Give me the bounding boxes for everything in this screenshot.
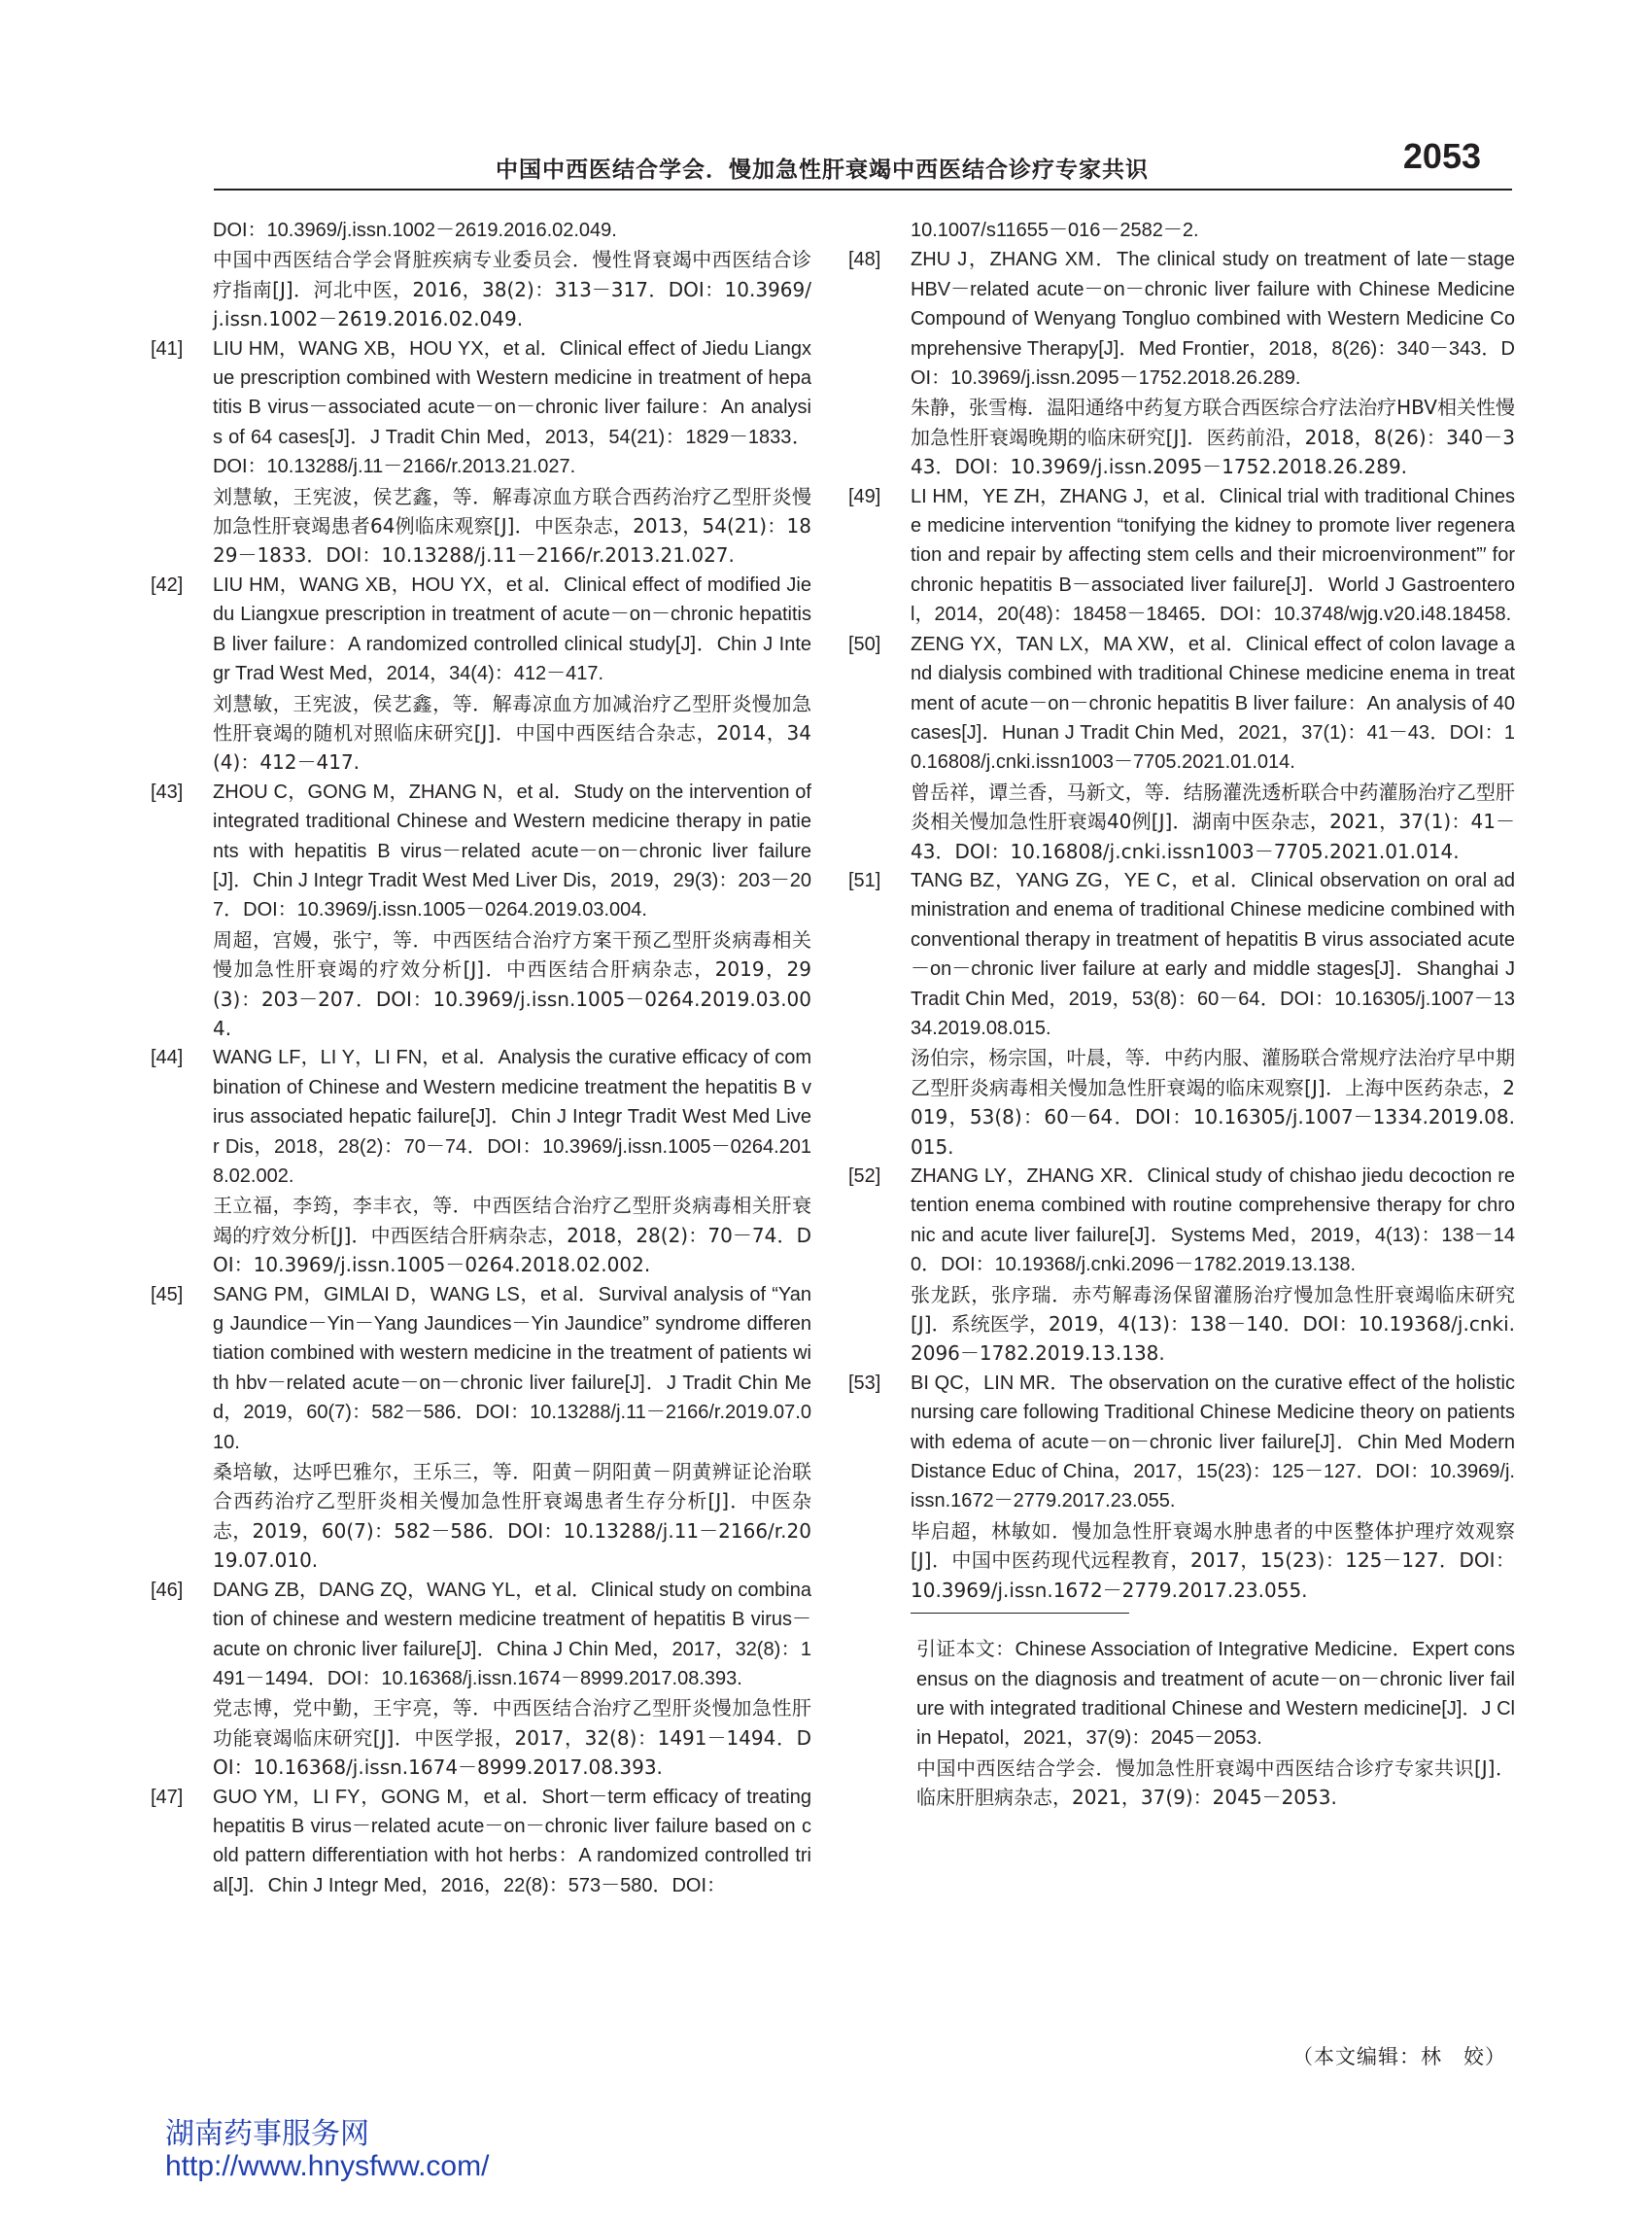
- reference-number: [47]: [151, 1786, 184, 1808]
- right-column: [848, 216, 1515, 1813]
- reference-zh: 王立福，李筠，李丰衣，等．中西医结合治疗乙型肝炎病毒相关肝衰竭的疗效分析[J]．中西医结合肝病杂志，2018，28(2)：70－74．DOI：10.3969/j.issn.1005－0264.2018.02.002.: [213, 1194, 811, 1277]
- reference-41: [151, 334, 811, 571]
- reference-zh: 刘慧敏，王宪波，侯艺鑫，等．解毒凉血方加减治疗乙型肝炎慢加急性肝衰竭的随机对照临床研究[J]．中国中西医结合杂志，2014，34(4)：412－417.: [213, 691, 811, 775]
- reference-en: ZHANG LY，ZHANG XR．Clinical study of chishao jiedu decoction retention enema combined with routine comprehensive therapy for chronic and acute liver failure[J]．Systems Med，2019，4(13)：138－140．DOI：10.19368/j.cnki.2096－1782.2019.13.138.: [911, 1165, 1515, 1276]
- reference-en: ZHOU C，GONG M，ZHANG N，et al．Study on the intervention of integrated traditional Chinese and Western medicine therapy in patients with hepatitis B virus－related acute－on－chronic liver failure[J]．Chin J Integr Tradit West Med Liver Dis，2019，29(3)：203－207．DOI：10.3969/j.issn.1005－0264.2019.03.004.: [213, 781, 811, 921]
- reference-53: [848, 1369, 1515, 1605]
- reference-42: [151, 571, 811, 778]
- reference-number: [43]: [151, 781, 184, 803]
- reference-zh: 汤伯宗，杨宗国，叶晨，等．中药内服、灌肠联合常规疗法治疗早中期乙型肝炎病毒相关慢加急性肝衰竭的临床观察[J]．上海中医药杂志，2019，53(8)：60－64．DOI：10.16305/j.1007－1334.2019.08.015.: [911, 1046, 1515, 1159]
- reference-zh: 张龙跃，张序瑞．赤芍解毒汤保留灌肠治疗慢加急性肝衰竭临床研究[J]．系统医学，2019，4(13)：138－140．DOI：10.19368/j.cnki.2096－1782.2019.13.138.: [911, 1282, 1515, 1366]
- reference-en: GUO YM，LI FY，GONG M，et al．Short－term efficacy of treating hepatitis B virus－related acute－on－chronic liver failure based on cold pattern differentiation with hot herbs：A randomized controlled trial[J]．Chin J Integr Med，2016，22(8)：573－580．DOI：: [213, 1786, 811, 1896]
- reference-number: [48]: [848, 249, 881, 271]
- reference-en: LIU HM，WANG XB，HOU YX，et al．Clinical effect of Jiedu Liangxue prescription combined with Western medicine in treatment of hepatitis B virus－associated acute－on－chronic liver failure：An analysis of 64 cases[J]．J Tradit Chin Med，2013，54(21)：1829－1833．DOI：10.13288/j.11－2166/r.2013.21.027.: [213, 337, 811, 478]
- reference-number: [42]: [151, 573, 184, 596]
- reference-number: [45]: [151, 1283, 184, 1305]
- citation-en: 引证本文：Chinese Association of Integrative Medicine．Expert consensus on the diagnosis and treatment of acute－on－chronic liver failure with integrated traditional Chinese and Western medicine[J]．J Clin Hepatol，2021，37(9)：2045－2053.: [916, 1639, 1515, 1750]
- reference-en: DANG ZB，DANG ZQ，WANG YL，et al．Clinical study on combination of chinese and western medicine treatment of hepatitis B virus－acute on chronic liver failure[J]．China J Chin Med，2017，32(8)：1491－1494．DOI：10.16368/j.issn.1674－8999.2017.08.393.: [213, 1579, 811, 1689]
- reference-zh: 曾岳祥，谭兰香，马新文，等．结肠灌洗透析联合中药灌肠治疗乙型肝炎相关慢加急性肝衰竭40例[J]．湖南中医杂志，2021，37(1)：41－43．DOI：10.16808/j.cnki.issn1003－7705.2021.01.014.: [911, 780, 1515, 863]
- reference-zh: 周超，宫嫚，张宁，等．中西医结合治疗方案干预乙型肝炎病毒相关慢加急性肝衰竭的疗效分析[J]．中西医结合肝病杂志，2019，29(3)：203－207．DOI：10.3969/j.issn.1005－0264.2019.03.004.: [213, 927, 811, 1040]
- reference-en: BI QC，LIN MR．The observation on the curative effect of the holistic nursing care following Traditional Chinese Medicine theory on patients with edema of acute－on－chronic liver failure[J]．Chin Med Modern Distance Educ of China，2017，15(23)：125－127．DOI：10.3969/j.issn.1672－2779.2017.23.055.: [911, 1372, 1515, 1512]
- reference-44: [151, 1043, 811, 1279]
- reference-en: TANG BZ，YANG ZG，YE C，et al．Clinical observation on oral administration and enema of traditional Chinese medicine combined with conventional therapy in treatment of hepatitis B virus associated acute－on－chronic liver failure at early and middle stages[J]．Shanghai J Tradit Chin Med，2019，53(8)：60－64．DOI：10.16305/j.1007－1334.2019.08.015.: [911, 869, 1515, 1039]
- reference-46: [151, 1576, 811, 1783]
- reference-zh: 桑培敏，达呼巴雅尔，王乐三，等．阳黄－阴阳黄－阴黄辨证论治联合西药治疗乙型肝炎相关慢加急性肝衰竭患者生存分析[J]．中医杂志，2019，60(7)：582－586．DOI：10.13288/j.11－2166/r.2019.07.010.: [213, 1460, 811, 1573]
- page-number: 2053: [1402, 136, 1481, 176]
- citation-zh: 中国中西医结合学会．慢加急性肝衰竭中西医结合诊疗专家共识[J]．临床肝胆病杂志，2021，37(9)：2045－2053.: [916, 1755, 1515, 1810]
- reference-48: [848, 245, 1515, 481]
- citation-divider: [911, 1613, 1129, 1614]
- reference-zh: 毕启超，林敏如．慢加急性肝衰竭水肿患者的中医整体护理疗效观察[J]．中国中医药现代远程教育，2017，15(23)：125－127．DOI：10.3969/j.issn.1672－2779.2017.23.055.: [911, 1518, 1515, 1602]
- reference-en: ZHU J，ZHANG XM．The clinical study on treatment of late－stage HBV－related acute－on－chronic liver failure with Chinese Medicine Compound of Wenyang Tongluo combined with Western Medicine Comprehensive Therapy[J]．Med Frontier，2018，8(26)：340－343．DOI：10.3969/j.issn.2095－1752.2018.26.289.: [911, 249, 1515, 390]
- reference-zh: 朱静，张雪梅．温阳通络中药复方联合西医综合疗法治疗HBV相关性慢加急性肝衰竭晚期的临床研究[J]．医药前沿，2018，8(26)：340－343．DOI：10.3969/j.issn.2095－1752.2018.26.289.: [911, 396, 1515, 479]
- reference-45: [151, 1280, 811, 1576]
- reference-number: [52]: [848, 1165, 881, 1187]
- reference-zh: 党志博，党中勤，王宇亮，等．中西医结合治疗乙型肝炎慢加急性肝功能衰竭临床研究[J]．中医学报，2017，32(8)：1491－1494．DOI：10.16368/j.issn.1674－8999.2017.08.393.: [213, 1696, 811, 1780]
- reference-50: [848, 630, 1515, 866]
- continued-reference-en: 10.1007/s11655－016－2582－2.: [911, 220, 1199, 241]
- citation-block: [848, 1635, 1515, 1812]
- reference-49: [848, 482, 1515, 630]
- reference-en: SANG PM，GIMLAI D，WANG LS，et al．Survival analysis of “Yang Jaundice－Yin－Yang Jaundices－Yin Jaundice” syndrome differentiation combined with western medicine in the treatment of patients with hbv－related acute－on－chronic liver failure[J]．J Tradit Chin Med，2019，60(7)：582－586．DOI：10.13288/j.11－2166/r.2019.07.010.: [213, 1283, 811, 1453]
- reference-47: [151, 1783, 811, 1901]
- editor-note: （本文编辑：林 姣）: [1292, 2045, 1506, 2068]
- reference-number: [46]: [151, 1579, 184, 1601]
- reference-number: [49]: [848, 485, 881, 507]
- left-column: [151, 216, 811, 1900]
- reference-en: LI HM，YE ZH，ZHANG J，et al．Clinical trial with traditional Chinese medicine intervention “tonifying the kidney to promote liver regeneration and repair by affecting stem cells and their microenvironment”′ for chronic hepatitis B－associated liver failure[J]．World J Gastroenterol，2014，20(48)：18458－18465．DOI：10.3748/wjg.v20.i48.18458.: [911, 485, 1515, 626]
- reference-number: [51]: [848, 869, 881, 891]
- continued-reference-zh: 中国中西医结合学会肾脏疾病专业委员会．慢性肾衰竭中西医结合诊疗指南[J]．河北中医，2016，38(2)：313－317．DOI：10.3969/j.issn.1002－2619.2016.02.049.: [213, 248, 811, 331]
- reference-52: [848, 1162, 1515, 1369]
- reference-number: [41]: [151, 337, 184, 360]
- reference-number: [53]: [848, 1372, 881, 1394]
- reference-en: ZENG YX，TAN LX，MA XW，et al．Clinical effect of colon lavage and dialysis combined with traditional Chinese medicine enema in treatment of acute－on－chronic hepatitis B liver failure：An analysis of 40 cases[J]．Hunan J Tradit Chin Med，2021，37(1)：41－43．DOI：10.16808/j.cnki.issn1003－7705.2021.01.014.: [911, 633, 1515, 774]
- reference-51: [848, 866, 1515, 1162]
- reference-43: [151, 778, 811, 1044]
- reference-number: [44]: [151, 1047, 184, 1069]
- continued-reference-en: DOI：10.3969/j.issn.1002－2619.2016.02.049.: [213, 220, 617, 241]
- reference-en: LIU HM，WANG XB，HOU YX，et al．Clinical effect of modified Jiedu Liangxue prescription in treatment of acute－on－chronic hepatitis B liver failure：A randomized controlled clinical study[J]．Chin J Integr Trad West Med，2014，34(4)：412－417.: [213, 573, 811, 685]
- reference-zh: 刘慧敏，王宪波，侯艺鑫，等．解毒凉血方联合西药治疗乙型肝炎慢加急性肝衰竭患者64例临床观察[J]．中医杂志，2013，54(21)：1829－1833．DOI：10.13288/j.11－2166/r.2013.21.027.: [213, 484, 811, 568]
- reference-en: WANG LF，LI Y，LI FN，et al．Analysis the curative efficacy of combination of Chinese and Western medicine treatment the hepatitis B virus associated hepatic failure[J]．Chin J Integr Tradit West Med Liver Dis，2018，28(2)：70－74．DOI：10.3969/j.issn.1005－0264.2018.02.002.: [213, 1047, 811, 1187]
- running-title: 中国中西医结合学会．慢加急性肝衰竭中西医结合诊疗专家共识: [496, 157, 1149, 183]
- reference-number: [50]: [848, 633, 881, 655]
- watermark-url[interactable]: http://www.hnysfww.com/: [165, 2150, 490, 2182]
- page-header: [214, 136, 1512, 191]
- watermark-site-name: 湖南药事服务网: [165, 2117, 369, 2151]
